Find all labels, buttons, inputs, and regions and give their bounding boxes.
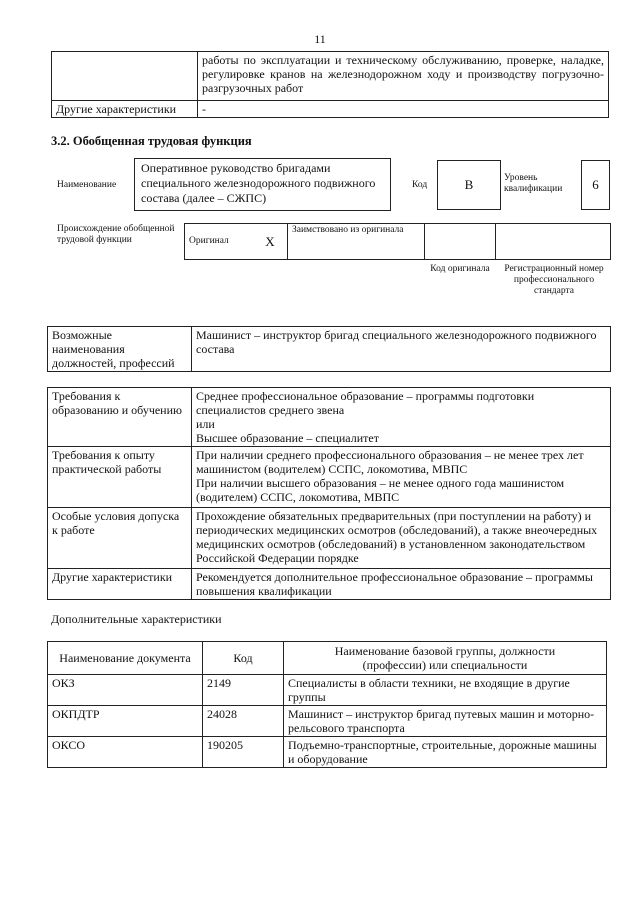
borrowed-label: Заимствовано из оригинала [288, 224, 425, 260]
req-line: Высшее образование – специалитет [196, 431, 379, 445]
table-row [52, 101, 609, 118]
table-cell: Машинист – инструктор бригад путевых машин и моторно-рельсового транспорта [284, 706, 607, 737]
table-cell: ОКСО [48, 737, 203, 768]
table-row [48, 642, 607, 675]
req-label: Требования к опыту практической работы [48, 447, 192, 508]
additional-title: Дополнительные характеристики [51, 612, 222, 626]
table-row [48, 447, 611, 508]
level-value: 6 [581, 160, 610, 210]
origin-table [184, 223, 611, 260]
function-name: Оперативное руководство бригадами специального железнодорожного подвижного состава (далее – СЖПС) [134, 158, 391, 211]
top-table-cell: работы по эксплуатации и техническому обслуживанию, проверке, наладке, регулировке кранов на железнодорожном ходу и производству погрузочно-разгрузочных работ [198, 52, 609, 101]
reg-number-caption: Регистрационный номер профессионального стандарта [504, 264, 604, 296]
table-cell: 24028 [203, 706, 284, 737]
table-row [48, 388, 611, 447]
table-row [185, 224, 611, 260]
positions-label: Возможные наименования должностей, профессий [48, 327, 192, 372]
table-row [48, 569, 611, 600]
page-number: 11 [314, 32, 326, 46]
code-original-caption: Код оригинала [430, 264, 490, 274]
table-row [48, 675, 607, 706]
req-line: или [196, 417, 215, 431]
top-table-label: Другие характеристики [52, 101, 198, 118]
table-cell: ОКПДТР [48, 706, 203, 737]
req-line: Среднее профессиональное образование – программы подготовки специалистов среднего звена [196, 389, 535, 417]
code-value: B [437, 160, 501, 210]
top-table [51, 51, 609, 118]
original-label: Оригинал [185, 224, 254, 260]
col-header: Наименование документа [48, 642, 203, 675]
origin-label: Происхождение обобщенной трудовой функции [57, 224, 175, 245]
col-header: Наименование базовой группы, должности (профессии) или специальности [284, 642, 607, 675]
name-label: Наименование [57, 180, 117, 190]
table-cell: ОКЗ [48, 675, 203, 706]
table-cell: Специалисты в области техники, не входящие в другие группы [284, 675, 607, 706]
req-line: При наличии среднего профессионального образования – не менее трех лет машинистом (водителем) ССПС, локомотива, МВПС [196, 448, 584, 476]
table-row [48, 737, 607, 768]
req-label: Требования к образованию и обучению [48, 388, 192, 447]
positions-table [47, 326, 611, 372]
req-line: Прохождение обязательных предварительных (при поступлении на работу) и периодических медицинских осмотров (обследований), а также внеочередных медицинских осмотров (обследований) в установленном законодательством Российской Федерации порядке [196, 509, 598, 565]
requirements-table [47, 387, 611, 600]
col-header: Код [203, 642, 284, 675]
level-label: Уровень квалификации [504, 173, 563, 194]
positions-value: Машинист – инструктор бригад специального железнодорожного подвижного состава [192, 327, 611, 372]
section-title: 3.2. Обобщенная трудовая функция [51, 134, 252, 148]
table-row [48, 706, 607, 737]
top-table-value: - [198, 101, 609, 118]
table-row [48, 508, 611, 569]
table-row [52, 52, 609, 101]
table-row [48, 327, 611, 372]
req-line: При наличии высшего образования – не менее одного года машинистом (водителем) ССПС, локомотива, МВПС [196, 476, 565, 504]
table-cell: 2149 [203, 675, 284, 706]
additional-table [47, 641, 607, 768]
table-cell: Подъемно-транспортные, строительные, дорожные машины и оборудование [284, 737, 607, 768]
req-label: Другие характеристики [48, 569, 192, 600]
original-mark: X [253, 224, 288, 260]
req-line: Рекомендуется дополнительное профессиональное образование – программы повышения квалификации [196, 570, 593, 598]
code-label: Код [412, 180, 428, 190]
req-label: Особые условия допуска к работе [48, 508, 192, 569]
table-cell: 190205 [203, 737, 284, 768]
